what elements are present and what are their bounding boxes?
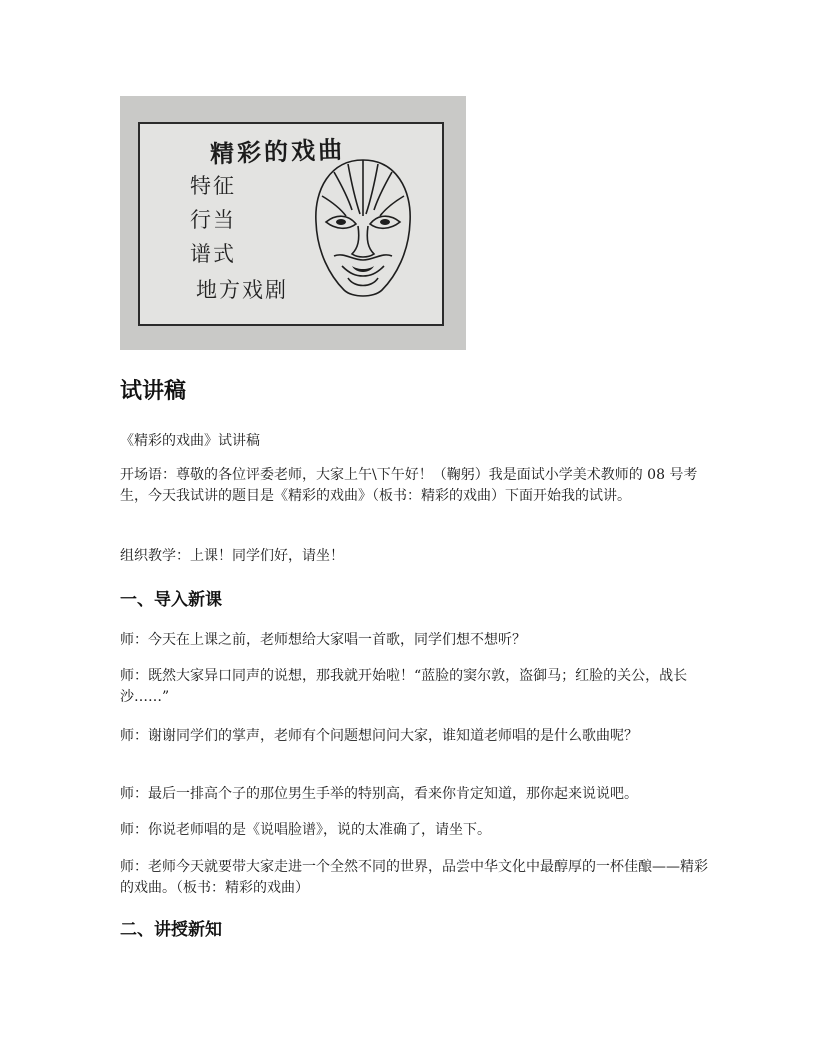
- dialogue-paragraph-5: 师：你说老师唱的是《说唱脸谱》，说的太准确了，请坐下。: [120, 822, 491, 838]
- sketch-item-4: 地方戏剧: [196, 278, 288, 302]
- dialogue-paragraph-6: 师：老师今天就要带大家走进一个全然不同的世界，品尝中华文化中最醇厚的一杯佳酿——精彩的戏曲。（板书：精彩的戏曲）: [120, 859, 708, 896]
- dialogue-paragraph-4: 师：最后一排高个子的那位男生手举的特别高，看来你肯定知道，那你起来说说吧。: [120, 786, 638, 802]
- blackboard-sketch: [138, 122, 444, 326]
- page-title: 试讲稿: [120, 379, 187, 404]
- section-heading-1: 一、导入新课: [120, 590, 222, 610]
- dialogue-paragraph-2: 师：既然大家异口同声的说想，那我就开始啦！“蓝脸的窦尔敦，盗御马；红脸的关公，战长沙……”: [120, 668, 688, 705]
- opening-paragraph: 开场语：尊敬的各位评委老师，大家上午\下午好！（鞠躬）我是面试小学美术教师的 08 号考生，今天我试讲的题目是《精彩的戏曲》（板书：精彩的戏曲）下面开始我的试讲。: [120, 467, 698, 504]
- sketch-title: 精彩的戏曲: [209, 135, 346, 169]
- sketch-item-2: 行当: [190, 208, 236, 232]
- opera-mask-icon: [308, 156, 418, 304]
- sketch-item-3: 谱式: [190, 242, 236, 266]
- dialogue-paragraph-3: 师：谢谢同学们的掌声，老师有个问题想问问大家，谁知道老师唱的是什么歌曲呢？: [120, 728, 638, 744]
- dialogue-paragraph-1: 师：今天在上课之前，老师想给大家唱一首歌，同学们想不想听？: [120, 632, 526, 648]
- organize-paragraph: 组织教学：上课！同学们好，请坐！: [120, 548, 344, 564]
- section-heading-2: 二、讲授新知: [120, 920, 222, 940]
- doc-subtitle: 《精彩的戏曲》试讲稿: [120, 433, 260, 449]
- sketch-item-1: 特征: [190, 174, 236, 198]
- board-photo: [120, 96, 466, 350]
